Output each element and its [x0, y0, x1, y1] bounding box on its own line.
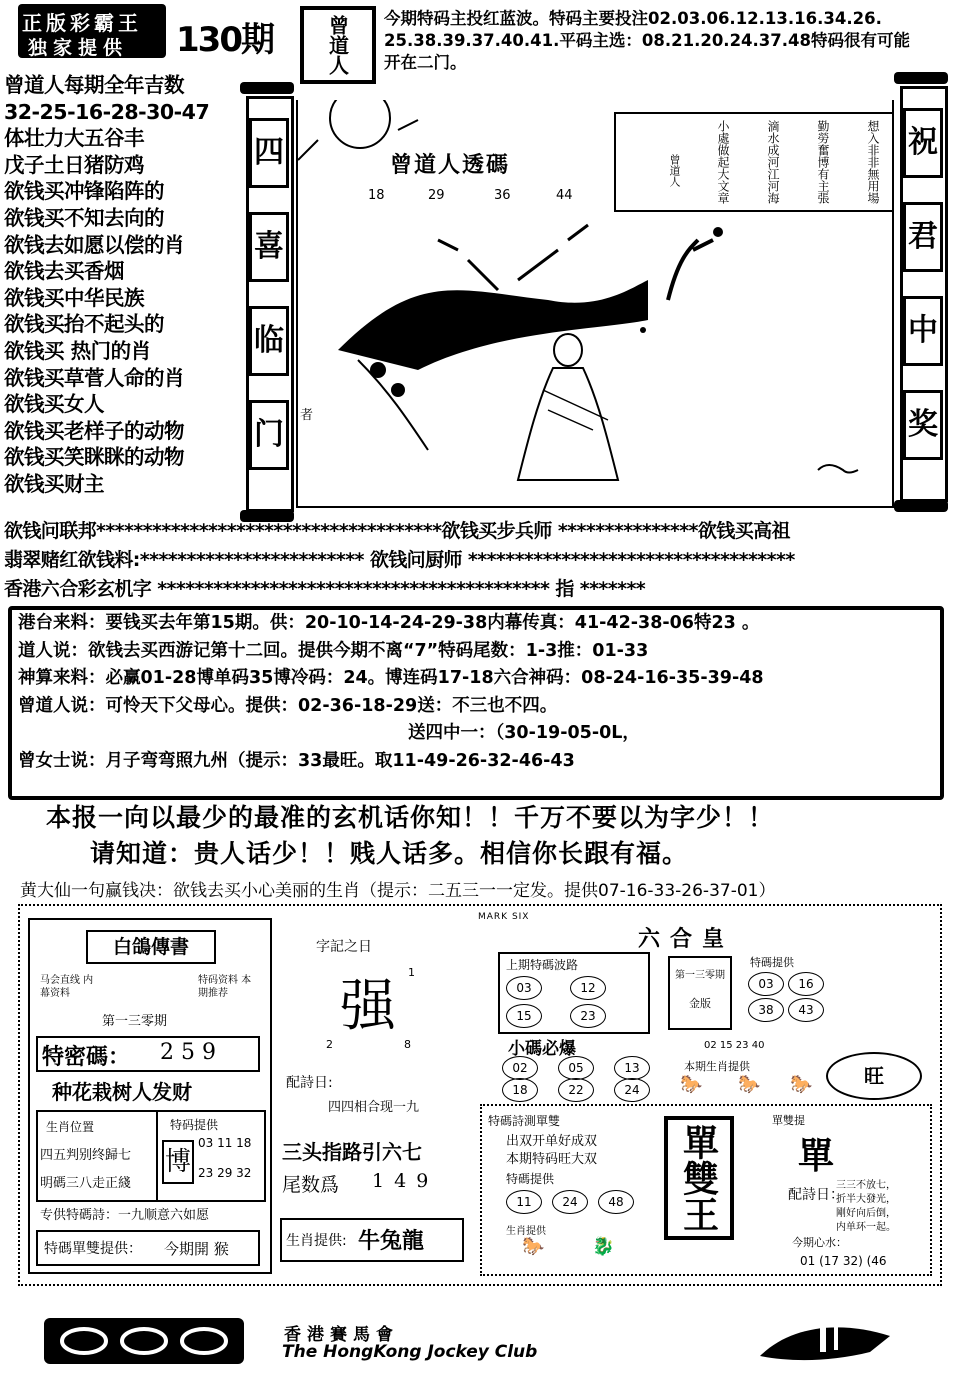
mark-strip: MARK SIX [478, 912, 530, 922]
tema-label: 特密碼： [42, 1045, 131, 1070]
riddle-line: 欲钱问联邦*************************************欲钱买步兵师 ***************欲钱买高祖 [4, 520, 790, 542]
list-item: 戊子土日猪防鸡 [4, 152, 144, 177]
list-item: 欲钱买财主 [4, 471, 104, 496]
horse-icon: 🐎 [522, 1236, 545, 1257]
xiao-ball: 22 [558, 1078, 594, 1102]
daoren-logo: 曾道人 [300, 6, 376, 84]
ziji-line2-label: 尾数爲 [282, 1174, 340, 1196]
list-item: 欲钱去如愿以偿的肖 [4, 232, 184, 257]
danshuang-label: 特碼單雙提供： [44, 1241, 142, 1257]
huang-line: 黄大仙一句赢钱决：欲钱去买小心美丽的生肖（提示：二五三一一定发。提供07-16-33-26-37-01） [20, 881, 776, 901]
liuhe-edition: 金版 [689, 997, 711, 1010]
shengxiao-line: 明碼三八走正綫 [40, 1176, 132, 1191]
picture-num: 44 [556, 188, 573, 203]
ziji-shengxiao-label: 生肖提供: [286, 1233, 347, 1249]
xiaoma-label: 小碼必爆 [508, 1039, 576, 1059]
info-line: 曾道人说：可怜天下父母心。提供：02-36-18-29送：不三也不四。 [18, 695, 558, 716]
slogan-line: 本报一向以最少的最准的玄机话你知！！千万不要以为字少！！ [46, 803, 775, 832]
peishi-label: 配詩日： [788, 1187, 844, 1203]
range-label: 02 15 23 40 [704, 1040, 765, 1051]
danshuang-big-box: 單雙王 [664, 1116, 734, 1240]
issue-number: 130期 [176, 20, 273, 60]
peishi-line: 剛好向后倒， [836, 1208, 896, 1219]
list-item: 欲钱买草菅人命的肖 [4, 365, 184, 390]
logo-line2: 独家提供 [28, 37, 129, 59]
baige-sub-right: 特码资料 本期推荐 [198, 975, 252, 999]
club-name-cn: 香港賽馬會 [284, 1325, 399, 1345]
peishi-line: 折半大發光， [836, 1194, 896, 1205]
scroll-char: 临 [249, 306, 289, 376]
shengxiao-label: 生肖位置 [46, 1120, 95, 1134]
tebo-label: 特码提供 [170, 1118, 219, 1132]
shengxiao-box [36, 1110, 266, 1202]
list-item: 曾道人每期全年吉数 [4, 73, 184, 97]
left-list [4, 72, 209, 498]
peishi-line: 三三不放七， [836, 1180, 896, 1191]
riddle-line: 香港六合彩玄机字 ****************************************** 指 ******* [4, 578, 646, 600]
xiao-ball: 13 [614, 1056, 650, 1080]
bo-char: 博 [162, 1140, 194, 1184]
tema2-ball: 48 [598, 1190, 634, 1214]
scroll-char: 门 [249, 400, 289, 470]
ziji-poem-label: 配詩日: [286, 1075, 333, 1091]
info-line: 神算来料：必赢01-28博单码35博冷码：24。博连码17-18六合神码：08-24-16-35-39-48 [18, 668, 764, 689]
shengxiao-label: 本期生肖提供 [684, 1060, 750, 1073]
scroll-char: 祝 [903, 108, 943, 178]
danshuang-panel [480, 1104, 932, 1276]
liuhe-title: 六合皇 [638, 926, 735, 952]
tema-label2: 特碼提供 [506, 1172, 555, 1186]
left-scroll [240, 82, 294, 522]
tema-ball: 16 [788, 972, 824, 996]
tema-ball: 43 [788, 998, 824, 1022]
ziji-line1: 三头指路引六七 [282, 1140, 422, 1164]
tema-ball: 03 [748, 972, 784, 996]
danshuang-ti-label: 單雙提 [772, 1114, 805, 1127]
ziji-shengxiao [280, 1218, 464, 1262]
list-item: 欲钱买笑眯眯的动物 [4, 445, 184, 470]
baige-phrase: 种花栽树人发财 [52, 1080, 192, 1104]
intro-line: 25.38.39.37.40.41.平码主选：08.21.20.24.37.48特码很有可能 [384, 31, 910, 50]
picture-title: 曾道人透碼 [390, 152, 511, 178]
intro-line: 今期特码主投红蓝波。特码主要投注02.03.06.12.13.16.34.26. [384, 9, 882, 28]
baige-poem: 专供特碼詩：一九顺意六如愿 [40, 1208, 210, 1223]
wave-label: 上期特碼波路 [506, 958, 579, 972]
xiao-ball: 24 [614, 1078, 650, 1102]
list-item: 欲钱买抬不起头的 [4, 312, 164, 337]
baige-issue: 第一三零期 [102, 1014, 168, 1029]
horse-icon: 🐎 [680, 1074, 703, 1095]
danshuang-poem: 本期特码旺大双 [506, 1152, 598, 1167]
list-item: 32-25-16-28-30-47 [4, 99, 210, 124]
bo-nums: 23 29 32 [198, 1166, 252, 1180]
right-scroll [894, 72, 948, 512]
list-item: 欲钱买冲锋陷阵的 [4, 179, 164, 204]
xiao-ball: 02 [502, 1056, 538, 1080]
tema-label: 特碼提供 [750, 956, 794, 969]
club-logo-left [44, 1318, 244, 1364]
shengxiao-line: 四五判别终歸七 [40, 1148, 132, 1163]
logo-line1: 正版彩霸王 [22, 11, 142, 35]
ziji-char: 强 [340, 974, 396, 1039]
logo-ornament-icon [44, 1318, 244, 1364]
liuhe-panel [468, 910, 936, 1100]
ziji-panel [276, 918, 464, 1270]
tema2-ball: 24 [552, 1190, 588, 1214]
list-item: 欲钱去买香烟 [4, 259, 124, 284]
ziji-num: 1 [408, 966, 415, 979]
info-lines [18, 610, 764, 776]
wave-ball: 12 [570, 976, 606, 1000]
info-line: 道人说：欲钱去买西游记第十二回。提供今期不离“7”特码尾数：1-3推：01-33 [18, 640, 649, 661]
list-item: 体壮力大五谷丰 [4, 126, 144, 151]
slogan-line: 请知道：贵人话少！！贱人话多。相信你长跟有福。 [90, 839, 689, 868]
scroll-char: 中 [903, 296, 943, 366]
danshuang-row [36, 1230, 260, 1266]
poem-column: 滴水成河江河海 [766, 120, 780, 204]
list-item: 欲钱买女人 [4, 392, 104, 417]
ziji-line2-value: 1 4 9 [372, 1170, 431, 1192]
picture-num: 18 [368, 188, 385, 203]
tema2-ball: 11 [506, 1190, 542, 1214]
info-line: 曾女士说：月子弯弯照九州（提示：33最旺。取11-49-26-32-46-43 [18, 750, 575, 771]
ziji-shengxiao-value: 牛兔龍 [358, 1228, 425, 1254]
seal-badge: 旺 [826, 1052, 922, 1100]
info-line: 港台来料：要钱买去年第15期。供：20-10-14-24-29-38内幕传真：41-42-38-06特23 。 [18, 613, 760, 633]
poem-author: 曾道人 [668, 154, 681, 187]
scroll-char: 奖 [903, 390, 943, 460]
wave-ball: 03 [506, 976, 542, 1000]
baige-panel [28, 918, 272, 1274]
list-item: 欲钱买不知去向的 [4, 205, 164, 230]
xiao-ball: 18 [502, 1078, 538, 1102]
shengxiao-label2: 生肖提供 [506, 1226, 546, 1237]
scroll-char: 君 [903, 202, 943, 272]
club-logo-right [760, 1316, 892, 1366]
baige-title: 白鴿傳書 [86, 930, 216, 964]
tema-row [36, 1036, 260, 1072]
intro-line: 开在二门。 [384, 53, 467, 72]
ziji-num: 2 [326, 1038, 333, 1051]
poem-box [614, 112, 894, 212]
liuhe-issue: 第一三零期 [675, 970, 725, 981]
wave-ball: 15 [506, 1004, 542, 1028]
horse-icon: 🐎 [790, 1074, 813, 1095]
club-name-en: The HongKong Jockey Club [282, 1342, 538, 1362]
danshuang-title: 特碼詩測單雙 [488, 1114, 561, 1128]
ziji-poem: 四四相合现一九 [328, 1100, 420, 1115]
intro-block [384, 8, 910, 74]
baige-sub-left: 马会直线 内幕资料 [40, 975, 94, 999]
wave-ball: 23 [570, 1004, 606, 1028]
boat-icon [760, 1316, 892, 1366]
picture-num: 36 [494, 188, 511, 203]
list-item: 欲钱买 热门的肖 [4, 338, 151, 363]
scroll-char: 喜 [249, 212, 289, 282]
poem-column: 勤勞奮博有主張 [816, 120, 830, 204]
picture-num: 29 [428, 188, 445, 203]
peishi-line: 内单环一起。 [836, 1222, 896, 1233]
dragon-icon: 🐉 [592, 1236, 615, 1257]
tema-value: 2 5 9 [160, 1040, 216, 1065]
ziji-num: 8 [404, 1038, 411, 1051]
scroll-char: 四 [249, 118, 289, 188]
mingxin-label: 今期心水： [792, 1236, 847, 1249]
danshuang-poem: 出双开单好成双 [506, 1134, 598, 1149]
wave-box [498, 952, 650, 1034]
xiao-ball: 05 [558, 1056, 594, 1080]
list-item: 欲钱买老样子的动物 [4, 418, 184, 443]
info-line: 送四中一：（30-19-05-0L， [408, 723, 640, 744]
riddle-line: 翡翠赌红欲钱料:************************ 欲钱问厨师 *********************************** [4, 549, 795, 571]
danshuang-value: 今期開 猴 [164, 1240, 229, 1258]
poem-column: 想入非非無用場 [866, 120, 880, 204]
picture-panel [296, 100, 894, 508]
list-item: 欲钱买中华民族 [4, 285, 144, 310]
horse-icon: 🐎 [738, 1074, 761, 1095]
issue-box [668, 956, 732, 1030]
tema-ball: 38 [748, 998, 784, 1022]
logo-box [18, 4, 166, 58]
ziji-title: 字記之日 [316, 939, 372, 955]
danshuang-char: 單 [798, 1135, 835, 1177]
poem-column: 小處做起大文章 [716, 120, 730, 204]
picture-author-label: 者 [300, 408, 314, 423]
final-nums: 01 (17 32) (46 [800, 1254, 887, 1268]
bo-nums: 03 11 18 [198, 1136, 252, 1150]
